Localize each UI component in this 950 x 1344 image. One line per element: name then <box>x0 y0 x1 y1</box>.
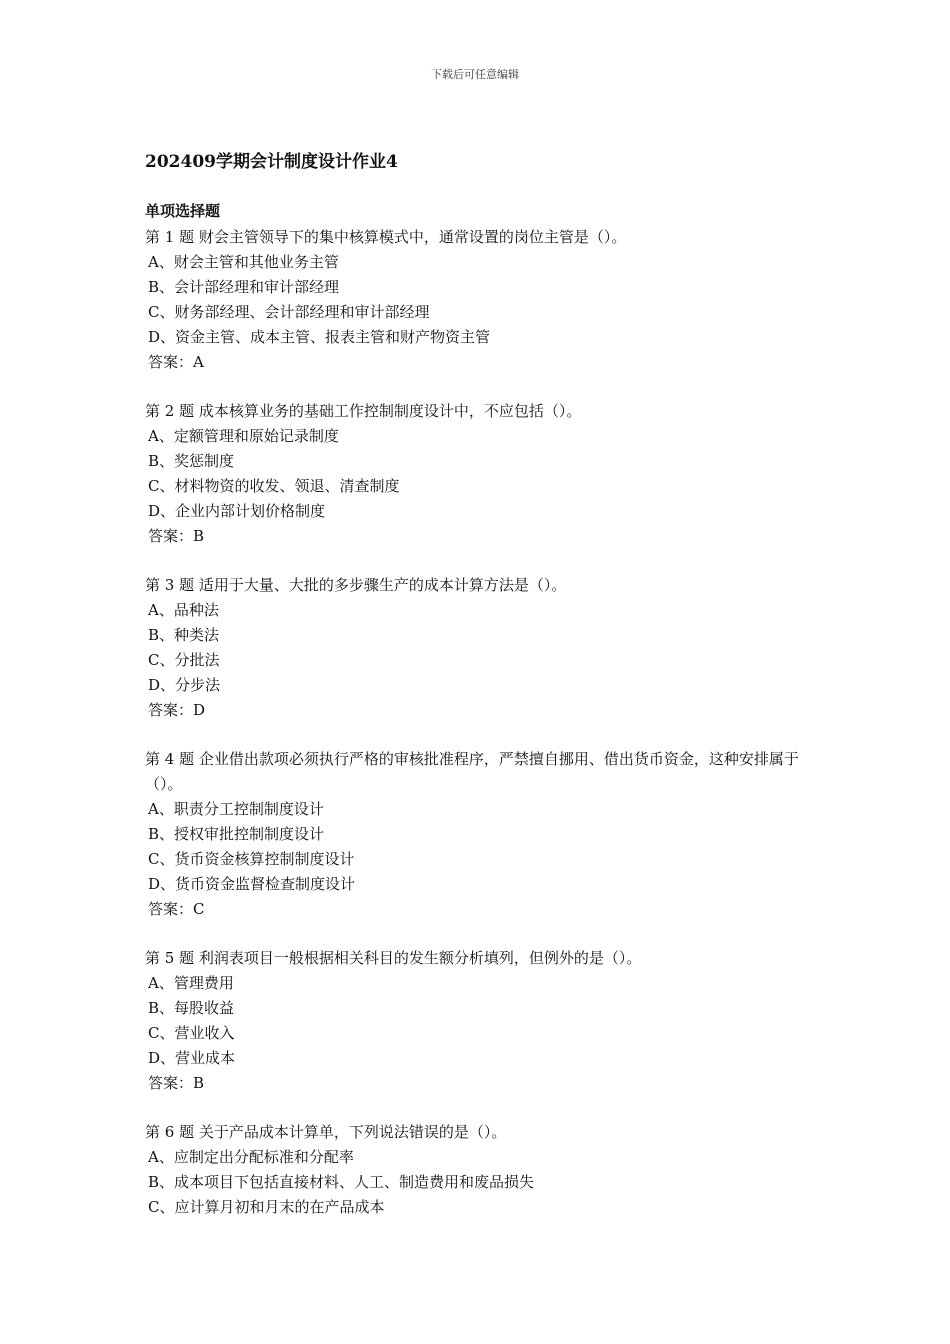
section-heading: 单项选择题 <box>145 202 221 220</box>
question-2 <box>145 399 825 549</box>
question-5 <box>145 946 825 1096</box>
question-3 <box>145 573 825 723</box>
option-c: C、货币资金核算控制制度设计 <box>148 850 355 868</box>
option-b: B、奖惩制度 <box>148 452 235 470</box>
option-b: B、成本项目下包括直接材料、人工、制造费用和废品损失 <box>148 1173 535 1191</box>
question-stem: 第 4 题 企业借出款项必须执行严格的审核批准程序，严禁擅自挪用、借出货币资金，这种安排属于（）。 <box>145 750 799 793</box>
option-c: C、分批法 <box>148 651 220 669</box>
question-stem: 第 2 题 成本核算业务的基础工作控制制度设计中，不应包括（）。 <box>145 402 582 420</box>
question-1 <box>145 225 825 375</box>
answer: 答案：C <box>148 900 205 918</box>
question-4 <box>145 747 825 922</box>
option-d: D、货币资金监督检查制度设计 <box>148 875 356 893</box>
answer: 答案：D <box>148 701 206 719</box>
document-body <box>145 150 825 1244</box>
option-d: D、分步法 <box>148 676 221 694</box>
option-d: D、资金主管、成本主管、报表主管和财产物资主管 <box>148 328 491 346</box>
option-c: C、应计算月初和月末的在产品成本 <box>148 1198 385 1216</box>
option-b: B、种类法 <box>148 626 220 644</box>
option-a: A、职责分工控制制度设计 <box>148 800 324 818</box>
answer: 答案：A <box>148 353 204 371</box>
option-a: A、品种法 <box>148 601 219 619</box>
option-a: A、管理费用 <box>148 974 234 992</box>
question-stem: 第 3 题 适用于大量、大批的多步骤生产的成本计算方法是（）。 <box>145 576 567 594</box>
option-d: D、企业内部计划价格制度 <box>148 502 326 520</box>
option-b: B、授权审批控制制度设计 <box>148 825 325 843</box>
document-title: 202409学期会计制度设计作业4 <box>145 152 398 172</box>
question-stem: 第 5 题 利润表项目一般根据相关科目的发生额分析填列，但例外的是（）。 <box>145 949 642 967</box>
question-6 <box>145 1120 825 1220</box>
question-stem: 第 6 题 关于产品成本计算单，下列说法错误的是（）。 <box>145 1123 507 1141</box>
question-stem: 第 1 题 财会主管领导下的集中核算模式中，通常设置的岗位主管是（）。 <box>145 228 627 246</box>
option-a: A、财会主管和其他业务主管 <box>148 253 339 271</box>
answer: 答案：B <box>148 527 205 545</box>
option-a: A、定额管理和原始记录制度 <box>148 427 339 445</box>
page-header-note: 下载后可任意编辑 <box>431 68 519 81</box>
option-a: A、应制定出分配标准和分配率 <box>148 1148 354 1166</box>
option-c: C、营业收入 <box>148 1024 235 1042</box>
answer: 答案：B <box>148 1074 205 1092</box>
option-b: B、每股收益 <box>148 999 235 1017</box>
option-b: B、会计部经理和审计部经理 <box>148 278 340 296</box>
option-c: C、材料物资的收发、领退、清查制度 <box>148 477 400 495</box>
option-d: D、营业成本 <box>148 1049 236 1067</box>
option-c: C、财务部经理、会计部经理和审计部经理 <box>148 303 430 321</box>
